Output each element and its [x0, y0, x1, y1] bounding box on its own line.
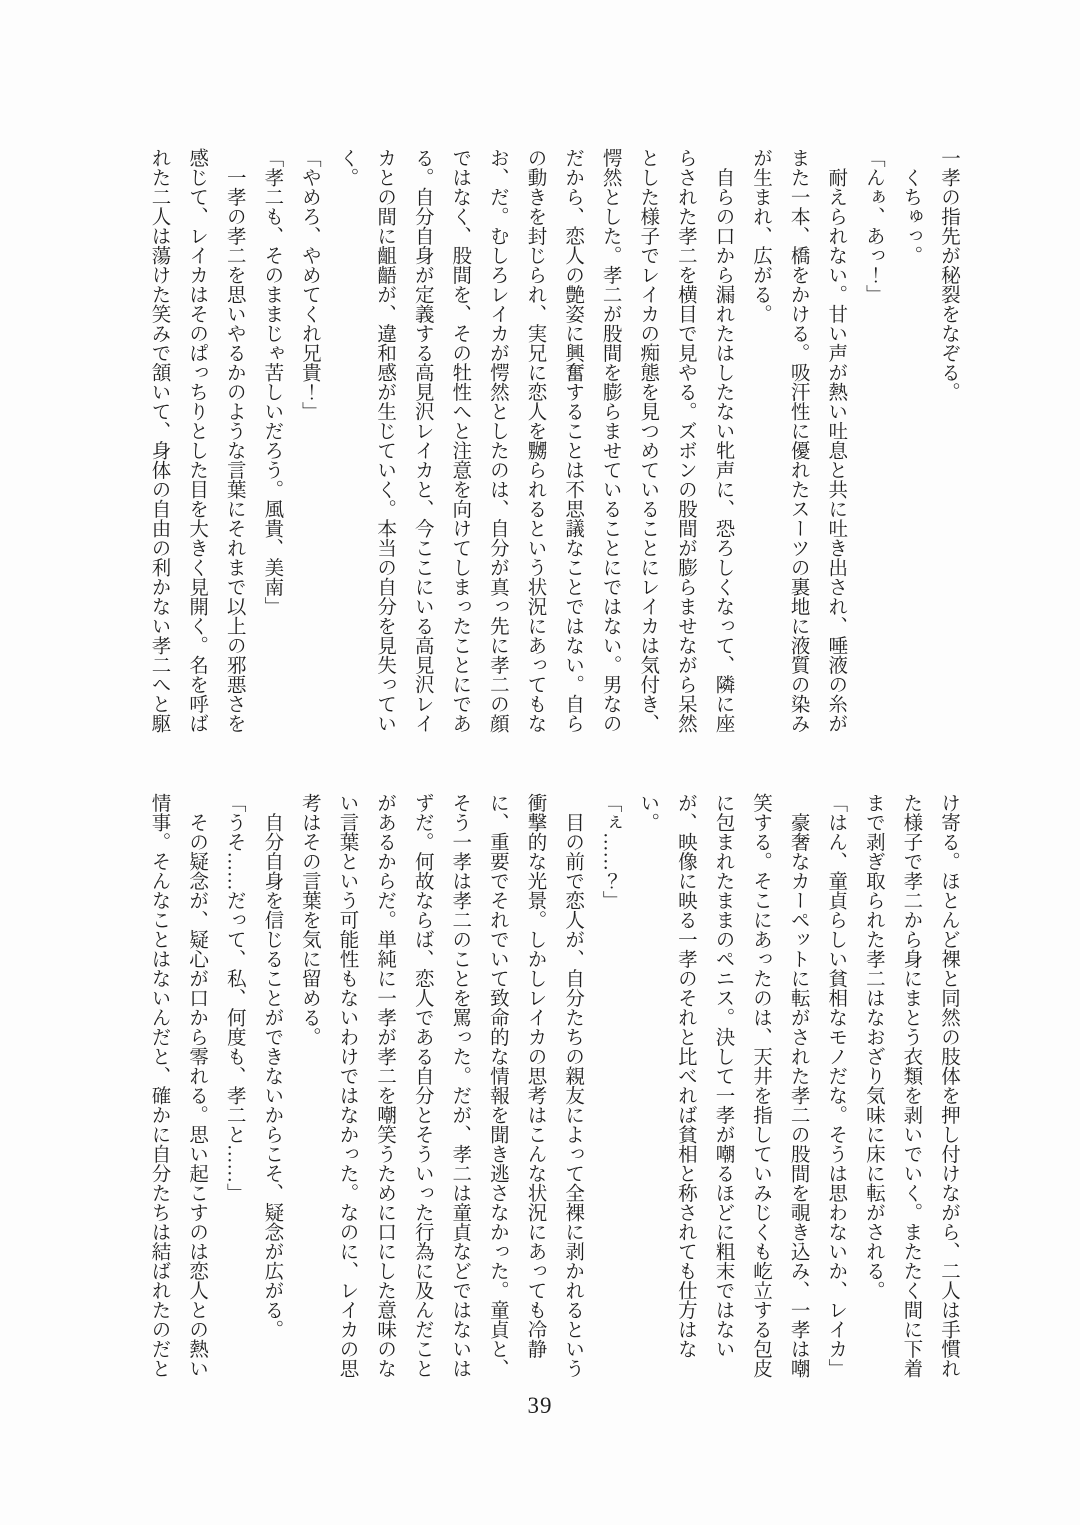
text-line: れた二人は蕩けた笑みで頷いて、身体の自由の利かない孝二へと駆 — [148, 148, 170, 733]
text-line: 情事。そんなことはないんだと、確かに自分たちは結ばれたのだと — [148, 793, 170, 1378]
text-line: まで剥ぎ取られた孝二はなおざり気味に床に転がされる。 — [862, 793, 884, 1300]
text-line: とした様子でレイカの痴態を見つめていることにレイカは気付き、 — [637, 148, 659, 733]
text-line: 「うそ……だって、私、何度も、孝二と……」 — [223, 793, 245, 1203]
text-line: だから、恋人の艶姿に興奮することは不思議なことではない。自ら — [562, 148, 584, 733]
text-line: 「はん、童貞らしい貧相なモノだな。そうは思わないか、レイカ」 — [825, 793, 847, 1378]
text-line: 衝撃的な光景。しかしレイカの思考はこんな状況にあっても冷静 — [524, 793, 546, 1359]
text-line: 「やめろ、やめてくれ兄貴！」 — [298, 148, 320, 421]
text-line: ずだ。何故ならば、恋人である自分とそういった行為に及んだこと — [411, 793, 433, 1378]
text-line: 笑する。そこにあったのは、天井を指していみじくも屹立する包皮 — [750, 793, 772, 1378]
text-line: お、だ。むしろレイカが愕然としたのは、自分が真っ先に孝二の顔 — [486, 148, 508, 733]
text-line: が、映像に映る一孝のそれと比べれば貧相と称されても仕方はな — [674, 793, 696, 1359]
text-line: その疑念が、疑心が口から零れる。思い起こすのは恋人との熱い — [186, 793, 208, 1378]
text-line: 一孝の指先が秘裂をなぞる。 — [938, 148, 959, 402]
text-line: 「孝二も、そのままじゃ苦しいだろう。風貴、美南」 — [261, 148, 283, 616]
text-line: く。 — [336, 148, 358, 187]
text-line: また一本、橋をかける。吸汗性に優れたスーツの裏地に液質の染み — [787, 148, 809, 733]
text-line: があるからだ。単純に一孝が孝二を嘲笑うために口にした意味のな — [374, 793, 396, 1378]
text-line: い言葉という可能性もないわけではなかった。なのに、レイカの思 — [336, 793, 358, 1378]
text-line: が生まれ、広がる。 — [750, 148, 772, 324]
bottom-text-block — [140, 793, 967, 1383]
text-line: らされた孝二を横目で見やる。ズボンの股間が膨らませながら呆然 — [674, 148, 696, 733]
text-line: 耐えられない。甘い声が熱い吐息と共に吐き出され、唾液の糸が — [825, 148, 847, 733]
text-line: に包まれたままのペニス。決して一孝が嘲るほどに粗末ではない — [712, 793, 734, 1359]
text-line: 豪奢なカーペットに転がされた孝二の股間を覗き込み、一孝は嘲 — [787, 793, 809, 1378]
text-line: ではなく、股間を、その牡性へと注意を向けてしまったことにであ — [449, 148, 471, 733]
text-line: くちゅっ。 — [900, 148, 922, 265]
text-line: け寄る。ほとんど裸と同然の肢体を押し付けながら、二人は手慣れ — [938, 793, 959, 1378]
text-line: 自らの口から漏れたはしたない牝声に、恐ろしくなって、隣に座 — [712, 148, 734, 733]
text-line: 愕然とした。孝二が股間を膨らませていることにではない。男なの — [599, 148, 621, 733]
text-line: る。自分自身が定義する高見沢レイカと、今ここにいる高見沢レイ — [411, 148, 433, 733]
text-line: の動きを封じられ、実兄に恋人を嬲られるという状況にあってもな — [524, 148, 546, 733]
page-number: 39 — [527, 1393, 553, 1418]
text-line: た様子で孝二から身にまとう衣類を剥いでいく。またたく間に下着 — [900, 793, 922, 1378]
text-line: に、重要でそれでいて致命的な情報を聞き逃さなかった。童貞と、 — [486, 793, 508, 1378]
text-line: 感じて、レイカはそのぱっちりとした目を大きく見開く。名を呼ば — [186, 148, 208, 733]
text-line: い。 — [637, 793, 659, 832]
text-line: 自分自身を信じることができないからこそ、疑念が広がる。 — [261, 793, 283, 1339]
text-line: カとの間に齟齬が、違和感が生じていく。本当の自分を見失ってい — [374, 148, 396, 733]
text-line: 考はその言葉を気に留める。 — [298, 793, 320, 1047]
text-line: そう一孝は孝二のことを罵った。だが、孝二は童貞などではないは — [449, 793, 471, 1378]
text-line: 一孝の孝二を思いやるかのような言葉にそれまで以上の邪悪さを — [223, 148, 245, 733]
text-line: 目の前で恋人が、自分たちの親友によって全裸に剥かれるという — [562, 793, 584, 1378]
top-text-block — [140, 148, 967, 738]
text-line: 「ぇ……？」 — [599, 793, 621, 910]
text-line: 「んぁ、あっ！」 — [862, 148, 884, 304]
